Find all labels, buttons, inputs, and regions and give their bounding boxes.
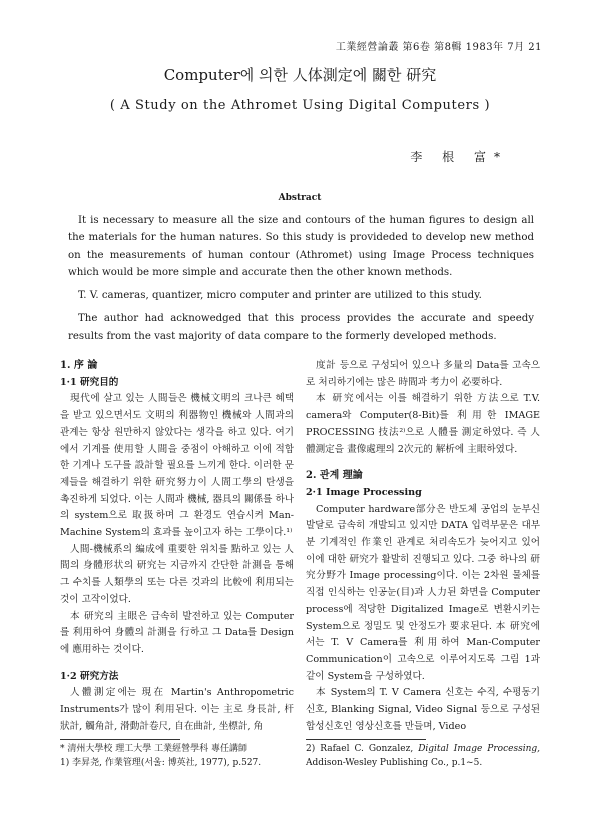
body-paragraph: 本 研究에서는 이를 해결하기 위한 方法으로 T.V. camera와 Computer(8-Bit)를 利用한 IMAGE PROCESSING 技法²⁾으로 人體를 測定하였다. 즉 人體測定을 畫像處理의 2次元的 解析에 主眼하였다. — [306, 393, 540, 455]
affiliation-footnote: * 淸州大學校 理工大學 工業經營學科 專任講師 — [60, 744, 247, 755]
footnote-publisher: Addison-Wesley Publishing Co., p.1~5. — [306, 758, 483, 769]
subsection-heading: 2·1 Image Processing — [306, 486, 422, 498]
subsection-heading: 1·1 研究目的 — [60, 376, 119, 388]
abstract-heading: Abstract — [278, 193, 322, 203]
body-paragraph: 現代에 살고 있는 人間들은 機械文明의 크나큰 혜택을 받고 있으면서도 文明의 利器物인 機械와 人間과의 관계는 항상 원만하지 않았다는 생각을 하고 있다. 여기에서 기계를 使用할 人間을 중점이 아해하고 이에 적합한 기계나 도구를 設計할 필요를 느끼게 한다. 이러한 문제들을 해결하기 위한 研究努力이 人間工學의 탄생을 촉진하게 되었다. 이는 人間과 機械, 器具의 關係를 하나의 system으로 取扱하며 그 환경도 연습시켜 Man-Machine System의 효과를 높이고자 하는 工學이다.¹⁾ — [60, 393, 294, 539]
footnote-book-title: Digital Image Processing, — [418, 744, 540, 755]
author-name: 李 根 富* — [410, 150, 508, 164]
body-paragraph: 度計 등으로 구성되어 있으나 多量의 Data를 고속으로 처리하기에는 많은 時間과 考力이 必要하다. — [306, 360, 540, 388]
section-heading: 2. 관계 理論 — [306, 470, 363, 482]
body-paragraph: 本 研究의 主眼은 급속히 발전하고 있는 Computer를 利用하여 身體의 計測을 行하고 그 Data를 Design에 應用하는 것이다. — [60, 610, 294, 655]
footnote-author: 2) Rafael C. Gonzalez, — [306, 744, 414, 755]
paper-subtitle: ( A Study on the Athromet Using Digital Computers ) — [109, 98, 491, 113]
footnote: 1) 李昇尧, 作業管理(서울: 博英社, 1977), p.527. — [60, 758, 262, 769]
footnote-rule — [60, 739, 180, 740]
body-paragraph: Computer hardware部分은 반도체 공업의 눈부신 발달로 급속히 개발되고 있지만 DATA 입력부문은 대부분 기계적인 作業인 관계로 처리속도가 늦어지고 있어 이에 대한 研究가 활발히 진행되고 있다. 그중 하나의 研究分野가 Image processing이다. 이는 2차원 물체를 직접 인식하는 인공눈(目)과 人力된 화면을 Computer process에 적당한 Digitalized Image로 변환시키는 System으로 정밀도 및 안정도가 要求된다. 本 研究에서는 T. V Camera를 利用하여 Man-Computer Communication이 고속으로 이루어지도록 그림 1과 같이 System을 구성하였다. — [306, 503, 540, 682]
subsection-heading: 1·2 研究方法 — [60, 670, 119, 682]
spacer — [60, 659, 294, 669]
journal-header: 工業經營論叢 第6卷 第8輯 1983年 7月 21 — [335, 42, 542, 53]
section-heading: 1. 序 論 — [60, 360, 98, 371]
left-column — [60, 358, 294, 770]
right-column — [306, 358, 540, 770]
spacer — [306, 458, 540, 468]
abstract-paragraph: The author had acknowedged that this process provides the accurate and speedy results from the vast majority of data compare to the formerly developed methods. — [68, 313, 534, 342]
paper-title: Computer에 의한 人体測定에 關한 研究 — [163, 66, 437, 84]
body-paragraph: 人間-機械系의 編成에 重要한 위치를 點하고 있는 人間의 身體形状의 研究는 지금까지 간단한 計測을 통해 그 수치를 人類學의 또는 다른 것과의 比較에 利用되는 것이 고작이었다. — [60, 543, 294, 605]
body-paragraph: 本 System의 T. V Camera 신호는 수직, 수평동기신호, Blanking Signal, Video Signal 등으로 구성된 합성신호인 영상신호를 만들며, Video — [306, 687, 540, 732]
abstract-paragraph: T. V. cameras, quantizer, micro computer and printer are utilized to this study. — [78, 290, 482, 302]
abstract-body — [68, 212, 534, 351]
body-paragraph: 人體測定에는 現在 Martin's Anthropometric Instruments가 많이 利用된다. 이는 主로 身長計, 杆狀計, 觸角計, 滑動計卷尺, 自在曲計, 坐標計, 角 — [60, 687, 294, 732]
footnote-rule — [306, 739, 426, 740]
abstract-paragraph: It is necessary to measure all the size and contours of the human figures to design all the materials for the human natures. So this study is provideded to develop new method on the measurements of human contour (Athromet) using Image Process techniques which would be more simple and accurate then the other known methods. — [68, 215, 534, 278]
footnote — [306, 742, 540, 770]
